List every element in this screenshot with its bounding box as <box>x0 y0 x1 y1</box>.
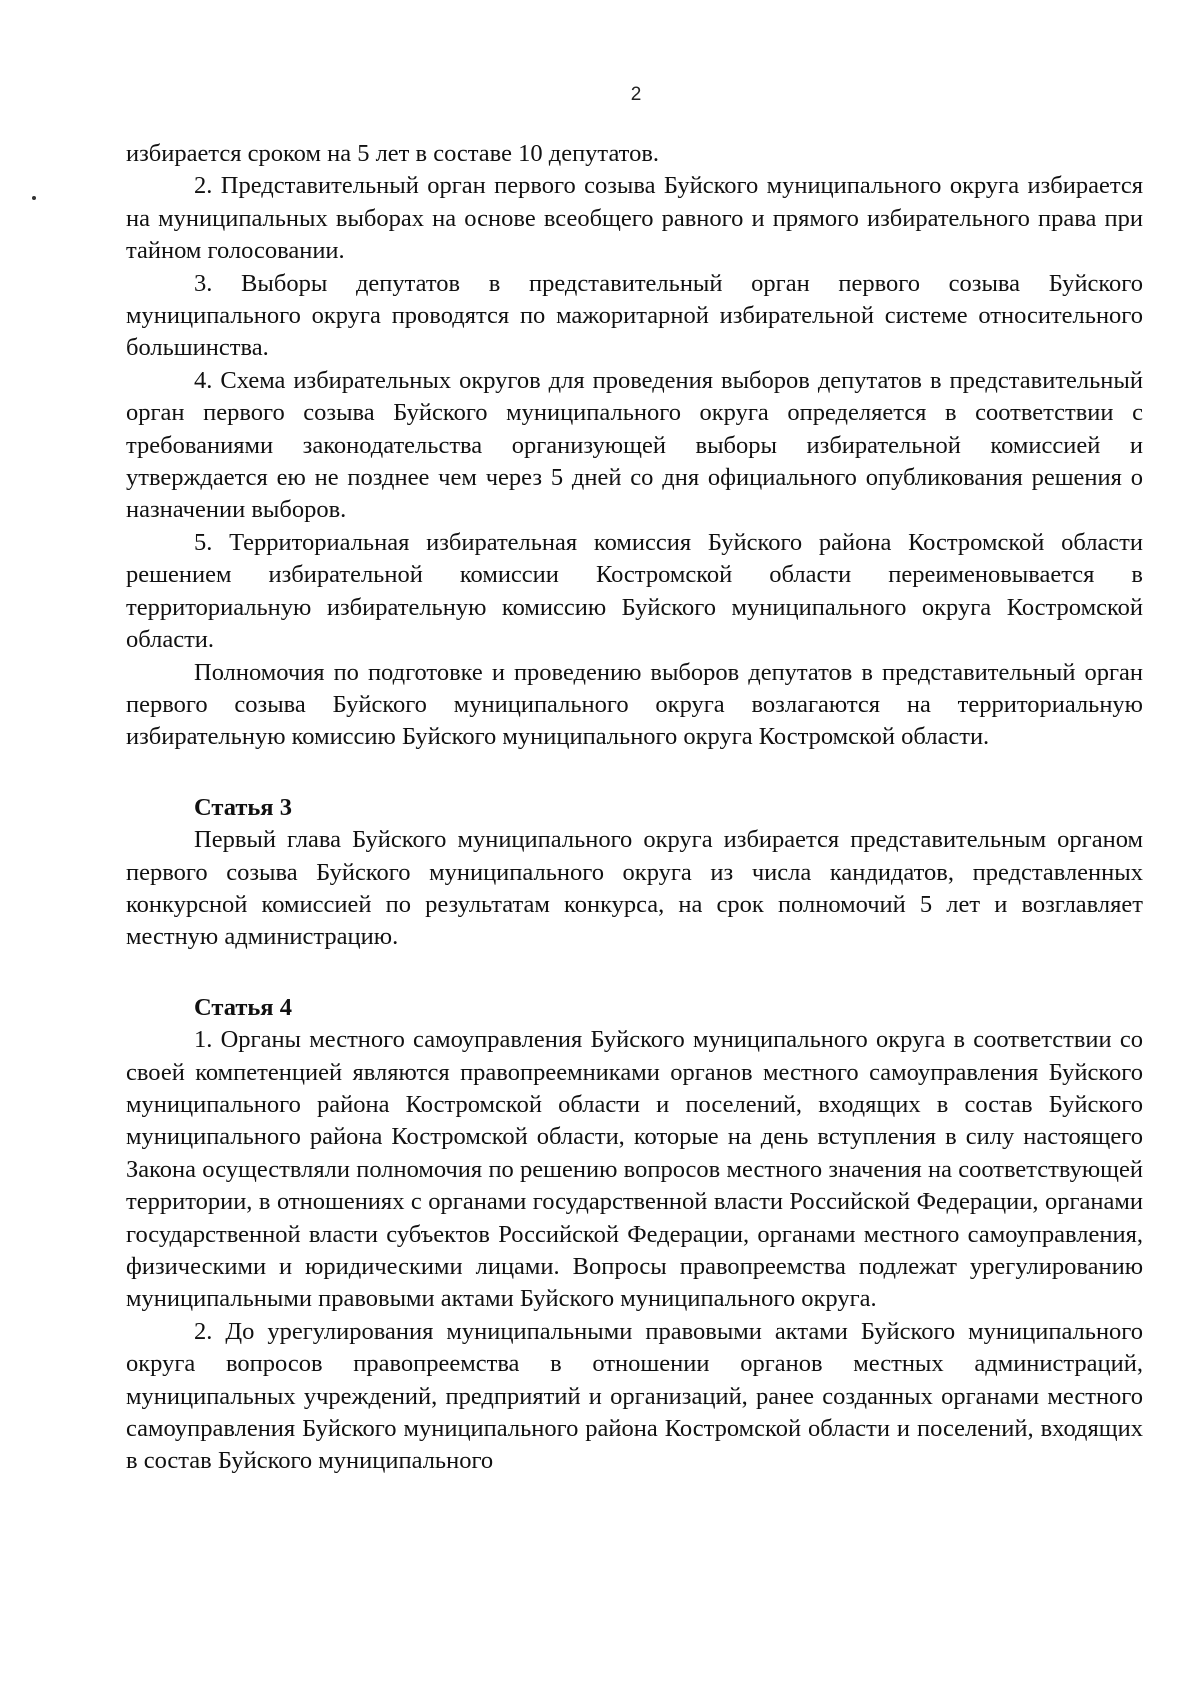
document-body <box>126 138 1143 1478</box>
scan-mark <box>32 196 36 200</box>
paragraph: 2. Представительный орган первого созыва Буйского муниципального округа избирается на муниципальных выборах на основе всеобщего равного и прямого избирательного права при тайном голосовании. <box>126 172 1143 265</box>
article-3-heading: Статья 3 <box>194 793 292 821</box>
paragraph: избирается сроком на 5 лет в составе 10 депутатов. <box>126 140 660 167</box>
paragraph: 3. Выборы депутатов в представительный орган первого созыва Буйского муниципального округа проводятся по мажоритарной избирательной системе относительного большинства. <box>126 269 1143 362</box>
paragraph: 5. Территориальная избирательная комиссия Буйского района Костромской области решением избирательной комиссии Костромской области переименовывается в территориальную избирательную комиссию Буйского муниципального округа Костромской области. <box>126 528 1143 654</box>
page-number: 2 <box>630 84 642 105</box>
spacer <box>126 954 1143 992</box>
paragraph: 2. До урегулирования муниципальными правовыми актами Буйского муниципального округа вопросов правопреемства в отношении органов местных администраций, муниципальных учреждений, предприятий и организаций, ранее созданных органами местного самоуправления Буйского муниципального района Костромской области и поселений, входящих в состав Буйского муниципального <box>126 1317 1143 1475</box>
paragraph: 4. Схема избирательных округов для проведения выборов депутатов в представительный орган первого созыва Буйского муниципального округа определяется в соответствии с требованиями законодательства организующей выборы избирательной комиссией и утверждается ею не позднее чем через 5 дней со дня официального опубликования решения о назначении выборов. <box>126 366 1143 524</box>
spacer <box>126 754 1143 792</box>
paragraph: Полномочия по подготовке и проведению выборов депутатов в представительный орган первого созыва Буйского муниципального округа возлагаются на территориальную избирательную комиссию Буйского муниципального округа Костромской области. <box>126 658 1143 751</box>
article-4-heading: Статья 4 <box>194 993 292 1021</box>
paragraph: Первый глава Буйского муниципального округа избирается представительным органом первого созыва Буйского муниципального округа из числа кандидатов, представленных конкурсной комиссией по результатам конкурса, на срок полномочий 5 лет и возглавляет местную администрацию. <box>126 826 1143 951</box>
paragraph: 1. Органы местного самоуправления Буйского муниципального округа в соответствии со своей компетенцией являются правопреемниками органов местного самоуправления Буйского муниципального района Костромской области и поселений, входящих в состав Буйского муниципального района Костромской области, которые на день вступления в силу настоящего Закона осуществляли полномочия по решению вопросов местного значения на соответствующей территории, в отношениях с органами государственной власти Российской Федерации, органами государственной власти субъектов Российской Федерации, органами местного самоуправления, физическими и юридическими лицами. Вопросы правопреемства подлежат урегулированию муниципальными правовыми актами Буйского муниципального округа. <box>126 1026 1143 1313</box>
